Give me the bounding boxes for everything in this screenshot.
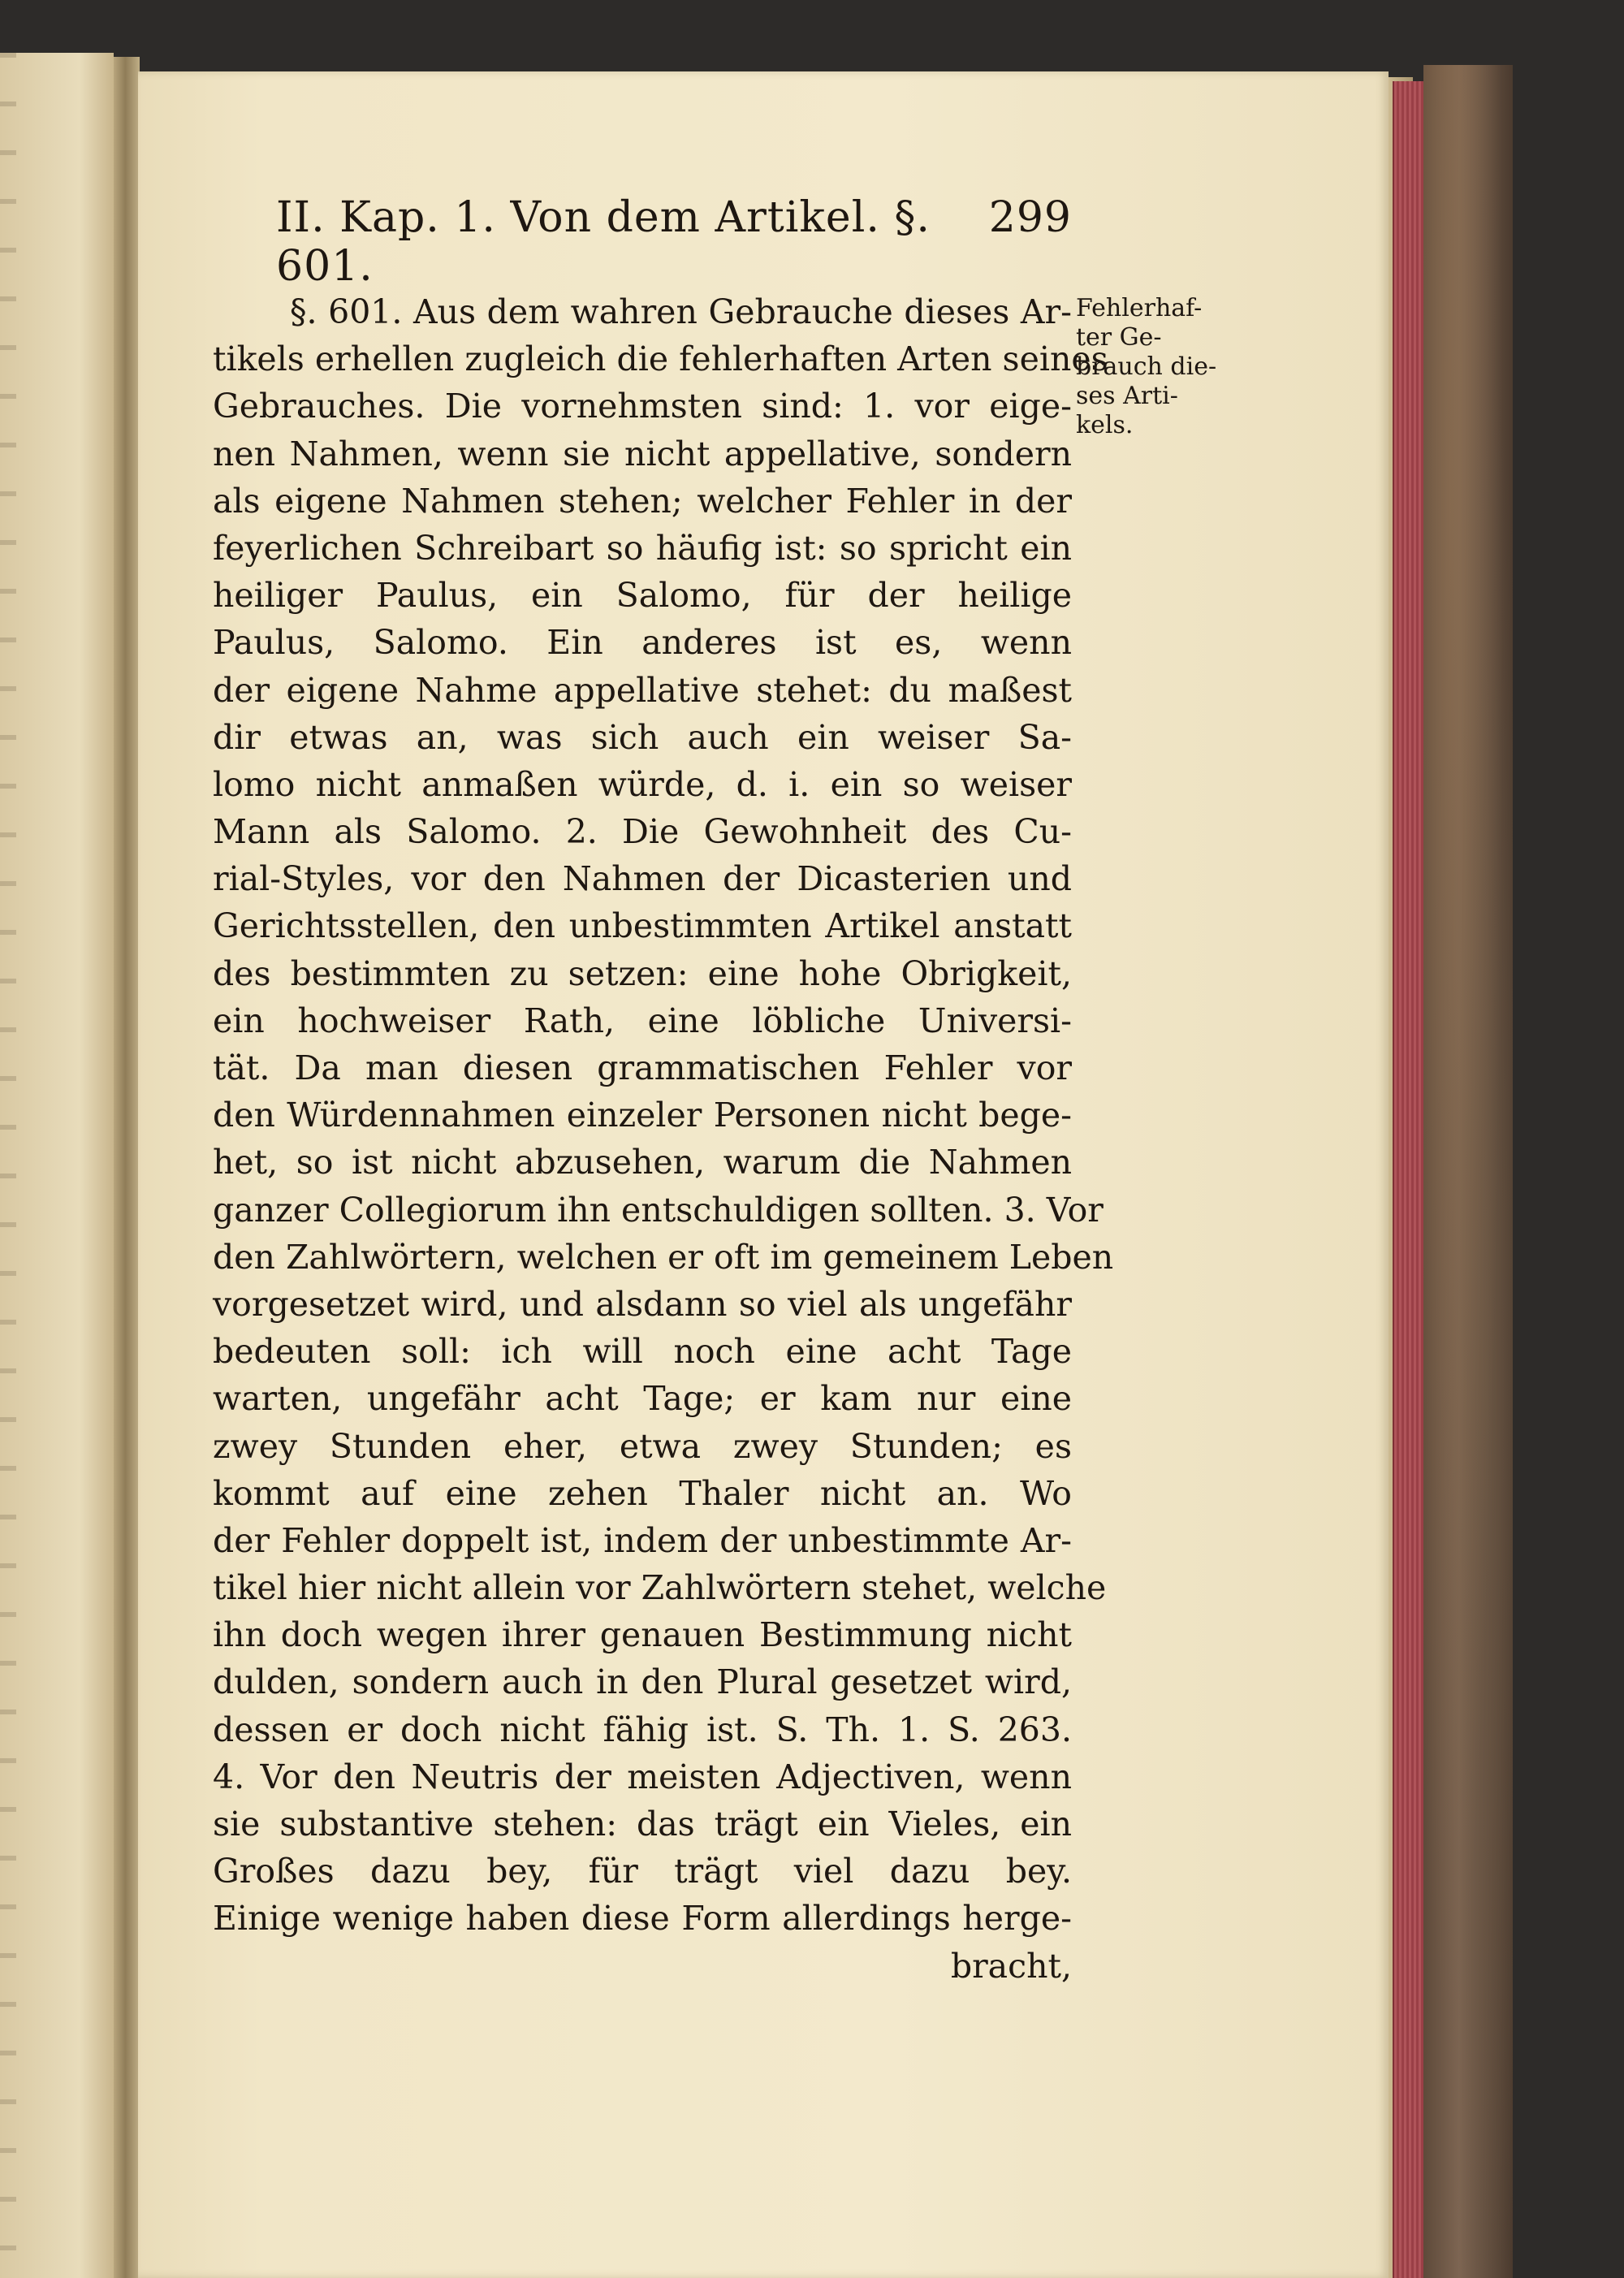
text-line: tät. Da man diesen grammatischen Fehler vor: [213, 1048, 1072, 1087]
text-line: Paulus, Salomo. Ein anderes ist es, wenn: [213, 623, 1072, 663]
text-line: Gebrauches. Die vornehmsten sind: 1. vor eige-: [213, 387, 1072, 426]
red-page-edges: [1393, 81, 1425, 2278]
text-line: dessen er doch nicht fähig ist. S. Th. 1. S. 263.: [213, 1710, 1072, 1749]
text-line: rial-Styles, vor den Nahmen der Dicasterien und: [213, 859, 1072, 899]
margin-note-line: kels.: [1076, 411, 1134, 439]
text-line: den Zahlwörtern, welchen er oft im gemeinem Leben: [213, 1237, 1114, 1277]
margin-note-line: ses Arti-: [1076, 382, 1178, 410]
margin-note-line: Fehlerhaf-: [1076, 294, 1203, 322]
text-line: warten, ungefähr acht Tage; er kam nur eine: [213, 1379, 1072, 1419]
left-page-text-edge: [0, 53, 16, 2278]
text-line: heiliger Paulus, ein Salomo, für der heilige: [213, 576, 1072, 616]
page-number: 299: [988, 193, 1072, 242]
text-line: der eigene Nahme appellative stehet: du maßest: [213, 670, 1072, 710]
text-line: Großes dazu bey, für trägt viel dazu bey.: [213, 1852, 1072, 1891]
text-line: des bestimmten zu setzen: eine hohe Obrigkeit,: [213, 953, 1072, 993]
left-page-edge: [0, 53, 114, 2278]
text-line: ganzer Collegiorum ihn entschuldigen sollten. 3. Vor: [213, 1190, 1104, 1230]
catchword: bracht,: [950, 1946, 1072, 1986]
marbled-cover: [1423, 65, 1513, 2278]
text-line: Gerichtsstellen, den unbestimmten Artikel anstatt: [213, 906, 1072, 946]
text-line: tikel hier nicht allein vor Zahlwörtern stehet, welche: [213, 1568, 1107, 1608]
text-line: lomo nicht anmaßen würde, d. i. ein so weiser: [213, 764, 1072, 804]
text-line: 4. Vor den Neutris der meisten Adjectiven, wenn: [213, 1757, 1072, 1796]
text-line: vorgesetzet wird, und alsdann so viel als ungefähr: [213, 1284, 1072, 1324]
text-line: het, so ist nicht abzusehen, warum die Nahmen: [213, 1143, 1072, 1182]
margin-note-line: brauch die-: [1076, 352, 1217, 381]
text-line: dir etwas an, was sich auch ein weiser Sa-: [213, 717, 1072, 757]
body-text: [213, 288, 1114, 1990]
text-line: kommt auf eine zehen Thaler nicht an. Wo: [213, 1473, 1072, 1513]
text-line: zwey Stunden eher, etwa zwey Stunden; es: [213, 1426, 1072, 1466]
running-header: [276, 193, 1072, 291]
text-line: Mann als Salomo. 2. Die Gewohnheit des Cu-: [213, 812, 1072, 852]
margin-note-line: ter Ge-: [1076, 323, 1162, 352]
text-line: tikels erhellen zugleich die fehlerhaften Arten seines: [213, 339, 1108, 379]
text-line: Einige wenige haben diese Form allerdings herge-: [213, 1899, 1072, 1939]
text-line: dulden, sondern auch in den Plural gesetzet wird,: [213, 1662, 1072, 1702]
text-line: bedeuten soll: ich will noch eine acht Tage: [213, 1332, 1072, 1372]
text-line: sie substantive stehen: das trägt ein Vieles, ein: [213, 1805, 1072, 1844]
running-head-title: II. Kap. 1. Von dem Artikel. §. 601.: [276, 193, 931, 291]
book-gutter: [114, 57, 140, 2278]
text-line: §. 601. Aus dem wahren Gebrauche dieses Ar-: [290, 292, 1072, 331]
text-line: den Würdennahmen einzeler Personen nicht bege-: [213, 1096, 1072, 1135]
text-line: ihn doch wegen ihrer genauen Bestimmung nicht: [213, 1615, 1072, 1655]
text-line: nen Nahmen, wenn sie nicht appellative, sondern: [213, 434, 1072, 473]
text-line: feyerlichen Schreibart so häufig ist: so spricht ein: [213, 528, 1072, 568]
text-line: ein hochweiser Rath, eine löbliche Universi-: [213, 1001, 1072, 1040]
text-line: der Fehler doppelt ist, indem der unbestimmte Ar-: [213, 1520, 1072, 1560]
text-line: als eigene Nahmen stehen; welcher Fehler in der: [213, 481, 1072, 521]
